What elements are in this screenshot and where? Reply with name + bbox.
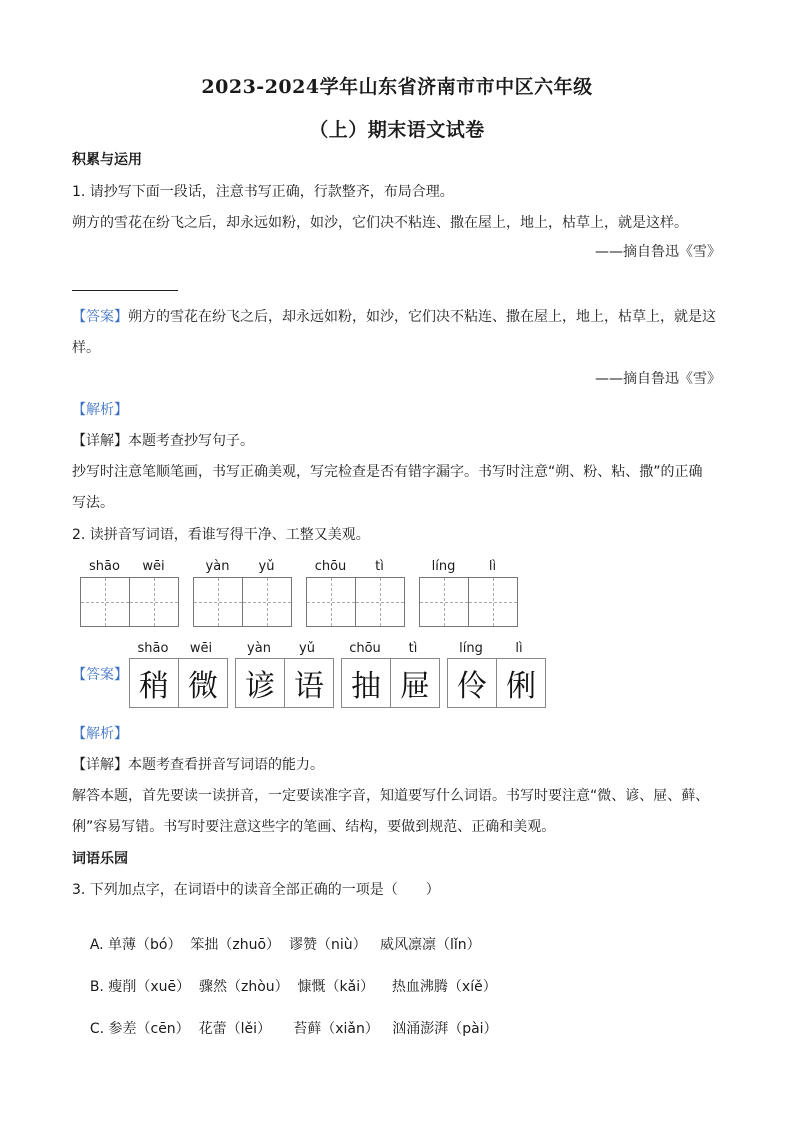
question-2-prompt: 2. 读拼音写词语，看谁写得干净、工整又美观。	[72, 527, 370, 543]
writing-cell[interactable]	[80, 577, 130, 627]
detail-text: 本题考查看拼音写词语的能力。	[128, 757, 324, 773]
pinyin-label: shāo	[137, 641, 169, 656]
question-3-option-c[interactable]	[72, 999, 722, 1059]
writing-cell[interactable]	[130, 577, 179, 627]
writing-cell[interactable]	[306, 577, 356, 627]
pinyin-label: chōu	[349, 641, 381, 656]
analysis-tag: 【解析】	[72, 402, 128, 418]
section-heading-accumulation: 积累与运用	[72, 152, 142, 168]
exam-title-line1: 2023-2024学年山东省济南市市中区六年级	[201, 76, 593, 98]
section-heading-word-garden: 词语乐园	[72, 851, 128, 867]
writing-cell[interactable]	[193, 577, 243, 627]
answer-char: 微	[179, 658, 228, 708]
pinyin-label: lì	[515, 641, 523, 656]
detail-tag: 【详解】	[72, 433, 128, 449]
option-text: 单薄（bó） 笨拙（zhuō） 谬赞（niù） 威风凛凛（lǐn）	[108, 937, 481, 953]
writing-cell[interactable]	[469, 577, 518, 627]
pinyin-label: chōu	[314, 559, 347, 574]
answer-char: 抽	[341, 658, 391, 708]
detail-text: 本题考查抄写句子。	[128, 433, 254, 449]
question-1-detail-line2: 抄写时注意笔顺笔画，书写正确美观，写完检查是否有错字漏字。书写时注意“朔、粉、粘、撒”的正确	[72, 464, 703, 480]
answer-char: 伶	[447, 658, 497, 708]
question-1-answer-source: ——摘自鲁迅《雪》	[595, 371, 721, 387]
answer-char: 稍	[129, 658, 179, 708]
writing-cell[interactable]	[356, 577, 405, 627]
answer-tag: 【答案】	[72, 309, 128, 325]
option-letter: A.	[89, 937, 104, 953]
pinyin-label: lì	[488, 559, 497, 574]
question-1-prompt: 1. 请抄写下面一段话，注意书写正确，行款整齐，布局合理。	[72, 184, 454, 200]
pinyin-label: yàn	[247, 641, 271, 656]
pinyin-label: yàn	[205, 559, 230, 574]
pinyin-label: líng	[459, 641, 483, 656]
question-2-detail-line3: 俐”容易写错。书写时要注意这些字的笔画、结构，要做到规范、正确和美观。	[72, 819, 556, 835]
question-1-answer	[72, 307, 722, 327]
option-letter: B.	[89, 979, 104, 995]
pinyin-label: tì	[408, 641, 418, 656]
pinyin-label: líng	[431, 559, 456, 574]
answer-char: 俐	[497, 658, 546, 708]
question-1-detail-line3: 写法。	[72, 495, 114, 511]
option-text: 参差（cēn） 花蕾（lěi） 苔藓（xiǎn） 汹涌澎湃（pài）	[108, 1021, 498, 1037]
answer-char: 屉	[391, 658, 440, 708]
answer-blank-line	[72, 290, 178, 291]
question-1-passage: 朔方的雪花在纷飞之后，却永远如粉，如沙，它们决不粘连、撒在屋上，地上，枯草上，就是这样。	[72, 215, 688, 231]
writing-cell[interactable]	[243, 577, 292, 627]
answer-tag: 【答案】	[72, 667, 128, 683]
pinyin-label: tì	[375, 559, 384, 574]
exam-title-line2: （上）期末语文试卷	[309, 119, 485, 141]
pinyin-label: wēi	[189, 641, 213, 656]
answer-char: 谚	[235, 658, 285, 708]
analysis-tag: 【解析】	[72, 726, 128, 742]
detail-tag: 【详解】	[72, 757, 128, 773]
question-2-answer-tag	[72, 665, 132, 685]
pinyin-label: yǔ	[258, 559, 275, 574]
question-1-answer-cont: 样。	[72, 340, 100, 356]
pinyin-label: shāo	[89, 559, 120, 574]
question-1-analysis	[72, 400, 722, 420]
pinyin-label: wēi	[142, 559, 165, 574]
answer-char: 语	[285, 658, 334, 708]
question-1-source: ——摘自鲁迅《雪》	[595, 244, 721, 260]
option-text: 瘦削（xuē） 骤然（zhòu） 慷慨（kǎi） 热血沸腾（xíě）	[108, 979, 497, 995]
question-3-prompt: 3. 下列加点字，在词语中的读音全部正确的一项是（ ）	[72, 882, 440, 898]
question-2-analysis	[72, 724, 722, 744]
question-1-detail	[72, 431, 722, 451]
writing-cell[interactable]	[419, 577, 469, 627]
question-2-detail-line2: 解答本题，首先要读一读拼音，一定要读准字音，知道要写什么词语。书写时要注意“微、谚、屉、藓、	[72, 788, 710, 804]
answer-text: 朔方的雪花在纷飞之后，却永远如粉，如沙，它们决不粘连、撒在屋上，地上，枯草上，就是这	[128, 309, 716, 325]
option-letter: C.	[89, 1021, 105, 1037]
pinyin-label: yǔ	[299, 641, 315, 656]
question-2-detail	[72, 755, 722, 775]
